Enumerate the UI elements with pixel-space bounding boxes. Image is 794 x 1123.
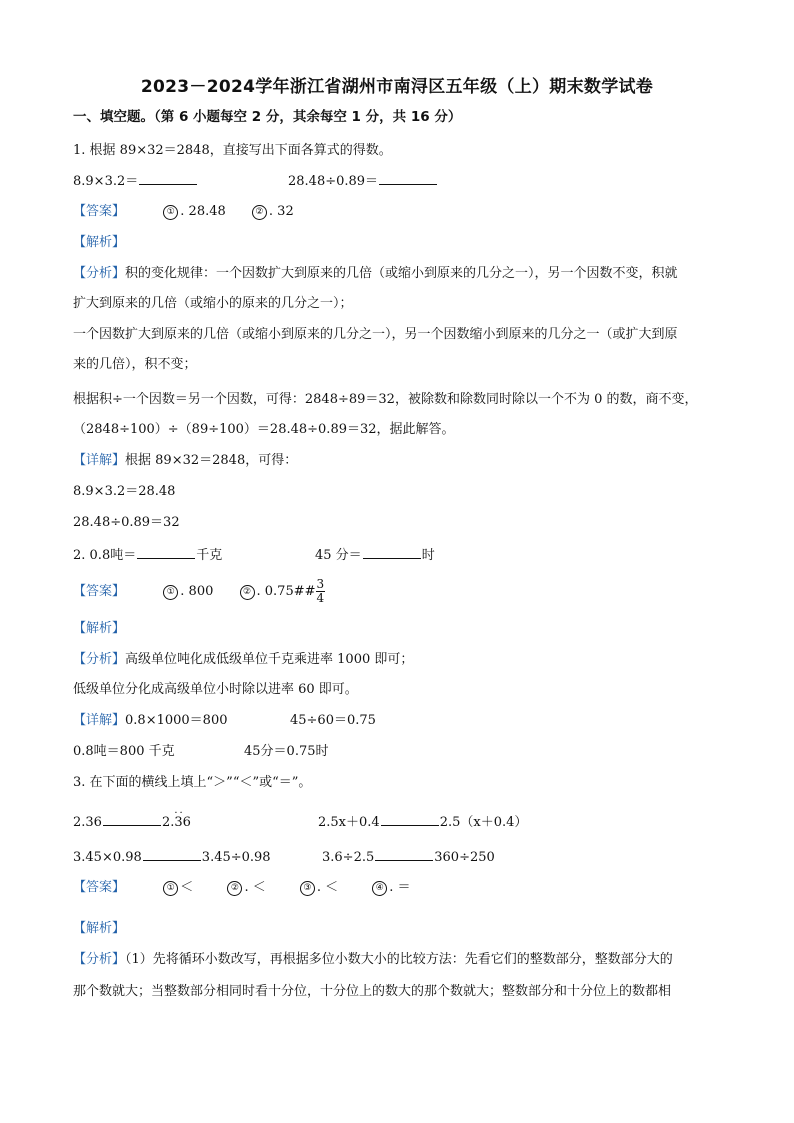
q1-expr-a: 8.9×3.2＝ <box>73 174 139 189</box>
q3-blank-2 <box>381 812 439 826</box>
q3-fenxi-1: 【分析】（1）先将循环小数改写，再根据多位小数大小的比较方法：先看它们的整数部分，整数部分大的 <box>73 952 673 967</box>
q1-fenxi-5: 根据积÷一个因数＝另一个因数，可得：2848÷89＝32，被除数和除数同时除以一个不为 0 的数，商不变， <box>73 392 698 407</box>
circled-number: ② <box>240 585 255 600</box>
q2-stem-a: 2. 0.8吨＝ 千克 <box>73 545 222 566</box>
q3-row2-left: 3.45×0.98 3.45÷0.98 <box>73 847 271 868</box>
q2-answer <box>73 578 347 605</box>
circled-number: ① <box>163 585 178 600</box>
q2-fenxi-1: 【分析】高级单位吨化成低级单位千克乘进率 1000 即可； <box>73 652 414 667</box>
circled-number: ① <box>163 881 178 896</box>
circled-number: ① <box>163 205 178 220</box>
q3-answer-2: ② . ＜ <box>227 878 265 898</box>
q3-blank-1 <box>103 812 161 826</box>
q1-detail-2: 8.9×3.2＝28.48 <box>73 484 176 499</box>
q1-answer <box>73 202 316 222</box>
q1-answer-1: ① . 28.48 <box>163 202 225 222</box>
q1-expr-b: 28.48÷0.89＝ <box>288 174 379 189</box>
q1-detail-3: 28.48÷0.89＝32 <box>73 515 180 530</box>
circled-number: ② <box>252 205 267 220</box>
q1-blank-a <box>139 171 197 185</box>
q3-stem: 3. 在下面的横线上填上“＞”“＜”或“＝”。 <box>73 775 312 790</box>
q1-fenxi-6: （2848÷100）÷（89÷100）＝28.48÷0.89＝32，据此解答。 <box>73 422 455 437</box>
detail-label: 【详解】 <box>73 453 126 468</box>
q1-fenxi-4: 来的几倍），积不变； <box>73 357 197 372</box>
q2-detail-1: 【详解】0.8×1000＝800 <box>73 713 228 728</box>
q1-fenxi-1: 【分析】积的变化规律：一个因数扩大到原来的几倍（或缩小到原来的几分之一），另一个因数不变，积就 <box>73 266 678 281</box>
fenxi-label: 【分析】 <box>73 652 126 667</box>
fenxi-label: 【分析】 <box>73 266 126 281</box>
circled-number: ④ <box>372 881 387 896</box>
detail-label: 【详解】 <box>73 713 126 728</box>
fraction: $\frac{3}{4}$ <box>316 577 325 605</box>
q2-stem-b: 45 分＝ 时 <box>315 545 435 566</box>
q3-row1-right: 2.5x＋0.4 2.5（x＋0.4） <box>318 812 527 833</box>
q3-answer-4: ④ . ＝ <box>372 878 410 898</box>
section-heading: 一、填空题。（第 6 小题每空 2 分，其余每空 1 分，共 16 分） <box>73 109 462 125</box>
q3-answer <box>73 878 433 898</box>
q2-result-1: 0.8吨＝800 千克 <box>73 744 175 759</box>
q2-result-2: 45分＝0.75时 <box>244 744 329 759</box>
q3-analysis-label: 【解析】 <box>73 921 126 936</box>
q1-blank-b <box>379 171 437 185</box>
q2-detail-2: 45÷60＝0.75 <box>290 713 376 728</box>
q1-analysis-label: 【解析】 <box>73 235 126 250</box>
q1-stem: 1. 根据 89×32＝2848，直接写出下面各算式的得数。 <box>73 143 392 158</box>
q3-row1-left: 2.36 2.36 ·· <box>73 812 191 833</box>
q1-fenxi-3: 一个因数扩大到原来的几倍（或缩小到原来的几分之一），另一个因数缩小到原来的几分之一（或扩大到原 <box>73 327 678 342</box>
circled-number: ② <box>227 881 242 896</box>
repeating-decimal: 36 ·· <box>174 813 191 833</box>
answer-label: 【答案】 <box>73 584 126 599</box>
q1-expr-b-row <box>288 171 438 192</box>
q3-blank-3 <box>143 847 201 861</box>
q3-fenxi-2: 那个数就大；当整数部分相同时看十分位，十分位上的数大的那个数就大；整数部分和十分位上的数都相 <box>73 984 672 999</box>
q2-analysis-label: 【解析】 <box>73 621 126 636</box>
q2-answer-1: ① . 800 <box>163 579 213 605</box>
answer-label: 【答案】 <box>73 204 126 219</box>
q2-blank-b <box>363 545 421 559</box>
q1-answer-2: ② . 32 <box>252 202 294 222</box>
page-title: 2023－2024学年浙江省湖州市南浔区五年级（上）期末数学试卷 <box>140 77 654 97</box>
q1-expressions <box>73 171 198 192</box>
q1-fenxi-2: 扩大到原来的几倍（或缩小的原来的几分之一）； <box>73 296 353 311</box>
answer-label: 【答案】 <box>73 880 126 895</box>
q3-answer-3: ③ . ＜ <box>300 878 338 898</box>
q1-detail-1: 【详解】根据 89×32＝2848，可得： <box>73 453 298 468</box>
q3-blank-4 <box>375 847 433 861</box>
q2-blank-a <box>137 545 195 559</box>
circled-number: ③ <box>300 881 315 896</box>
q2-fenxi-2: 低级单位分化成高级单位小时除以进率 60 即可。 <box>73 682 358 697</box>
q2-answer-2: ② . 0.75## $\frac{3}{4}$ <box>240 578 326 605</box>
q3-answer-1: ① ＜ <box>163 878 193 898</box>
q3-row2-right: 3.6÷2.5 360÷250 <box>322 847 495 868</box>
fenxi-label: 【分析】 <box>73 952 126 967</box>
